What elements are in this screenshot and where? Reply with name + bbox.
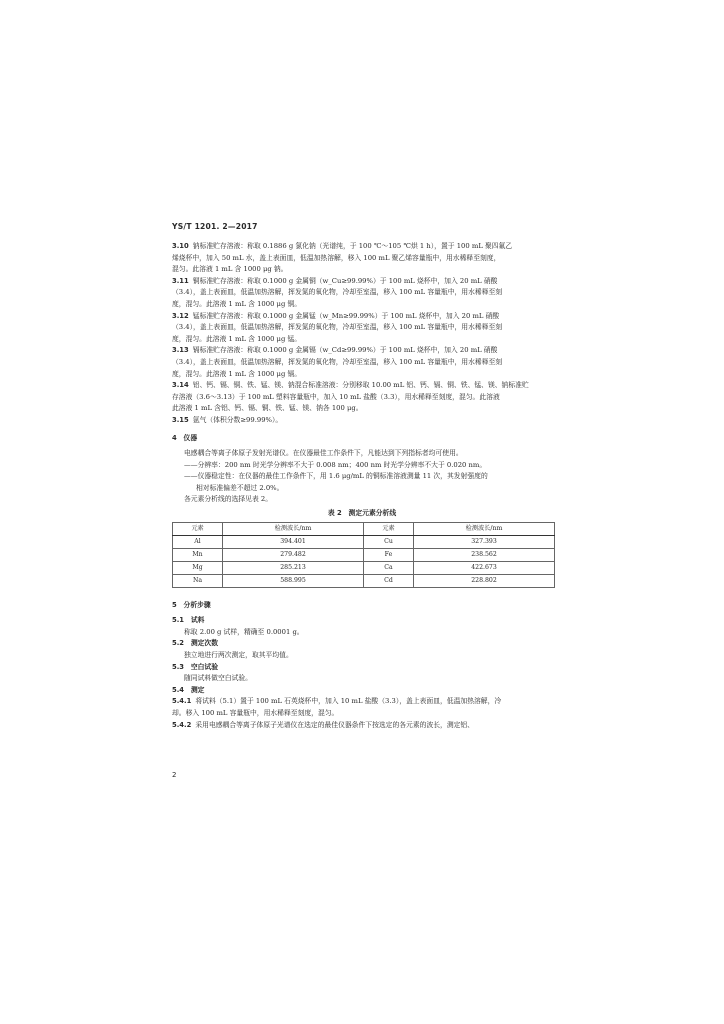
subsection-5-2-title: 5.2 测定次数 [172, 639, 219, 648]
clause-text: 烯烧杯中，加入 50 mL 水，盖上表面皿，低温加热溶解，移入 100 mL 聚乙烯容量瓶中，用水稀释至刻度， [172, 253, 501, 262]
subsection-5-1-text: 称取 2.00 g 试样，精确至 0.0001 g。 [184, 627, 304, 636]
clause-number: 3.10 [172, 242, 189, 250]
clause-text: 将试料（5.1）置于 100 mL 石英烧杯中，加入 10 mL 盐酸（3.3），盖上表面皿，低温加热溶解，冷 [195, 697, 502, 706]
reagent-3-14 [172, 380, 552, 415]
clause-text: 锰标准贮存溶液：称取 0.1000 g 金属锰（w_Mn≥99.99%）于 100 mL 烧杯中，加入 20 mL 硝酸 [192, 311, 500, 320]
clause-number: 3.15 [172, 415, 189, 424]
table-cell: 285.213 [223, 561, 364, 574]
table-cell: 422.673 [414, 561, 555, 574]
clause-text: （3.4），盖上表面皿，低温加热溶解，挥发氮的氧化物，冷却至室温，移入 100 mL 容量瓶中，用水稀释至刻 [172, 323, 503, 332]
clause-text: 镉标准贮存溶液：称取 0.1000 g 金属镉（w_Cd≥99.99%）于 100 mL 烧杯中，加入 20 mL 硝酸 [192, 346, 498, 355]
subsection-5-3-text: 随同试料做空白试验。 [184, 674, 252, 683]
clause-5-4-1 [172, 696, 552, 708]
table-cell: Al [173, 535, 223, 548]
page-number: 2 [172, 771, 177, 779]
clause-text: 度，混匀。此溶液 1 mL 含 1000 μg 锰。 [172, 334, 302, 343]
clause-number: 5.4.2 [172, 720, 192, 729]
table-cell: 588.995 [223, 574, 364, 587]
table-header-cell: 元素 [363, 522, 413, 535]
clause-text: 度，混匀。此溶液 1 mL 含 1000 μg 镉。 [172, 369, 302, 378]
clause-text: （3.4），盖上表面皿，低温加热溶解，挥发氮的氧化物，冷却至室温，移入 100 mL 容量瓶中，用水稀释至刻 [172, 357, 503, 366]
clause-number: 3.13 [172, 346, 189, 355]
table-cell: 279.482 [223, 548, 364, 561]
clause-number: 3.14 [172, 381, 189, 390]
clause-number: 5.4.1 [172, 697, 192, 706]
table-row [173, 574, 555, 587]
table-header-cell: 元素 [173, 522, 223, 535]
clause-text: 氩气（体积分数≥99.99%）。 [192, 415, 283, 424]
reagent-3-15 [172, 415, 552, 427]
table-cell: Na [173, 574, 223, 587]
reagent-3-10 [172, 241, 552, 276]
table-header-cell: 检测波长/nm [223, 522, 364, 535]
table-cell: Fe [363, 548, 413, 561]
table-cell: Cu [363, 535, 413, 548]
subsection-5-1-title: 5.1 试料 [172, 616, 205, 625]
clause-text: 却。移入 100 mL 容量瓶中，用水稀释至刻度，混匀。 [172, 709, 339, 717]
section-heading-analysis: 5 分析步骤 [172, 600, 211, 609]
instrument-stability-cont: 相对标准偏差不超过 2.0%。 [196, 483, 284, 492]
subsection-5-3-title: 5.3 空白试验 [172, 662, 219, 671]
instrument-intro: 电感耦合等离子体原子发射光谱仪。在仪器最佳工作条件下，凡能达到下列指标者均可使用。 [184, 449, 463, 458]
reagent-3-13 [172, 345, 552, 380]
clause-text: 铝、钙、镉、铜、铁、锰、镁、钠混合标准溶液：分别移取 10.00 mL 铝、钙、镉、铜、铁、锰、镁、钠标准贮 [192, 381, 529, 390]
clause-text: 铜标准贮存溶液：称取 0.1000 g 金属铜（w_Cu≥99.99%）于 100 mL 烧杯中，加入 20 mL 硝酸 [192, 276, 498, 285]
table-cell: Mn [173, 548, 223, 561]
subsection-5-2-text: 独立地进行两次测定，取其平均值。 [184, 651, 293, 660]
table-cell: 238.562 [414, 548, 555, 561]
clause-text: （3.4），盖上表面皿，低温加热溶解，挥发氮的氧化物，冷却至室温，移入 100 mL 容量瓶中，用水稀释至刻 [172, 288, 503, 297]
table-cell: Cd [363, 574, 413, 587]
clause-text: 存溶液（3.6～3.13）于 100 mL 塑料容量瓶中，加入 10 mL 盐酸（3.3），用水稀释至刻度，混匀。此溶液 [172, 392, 500, 401]
clause-text: 度，混匀。此溶液 1 mL 含 1000 μg 铜。 [172, 299, 302, 308]
table-cell: 228.802 [414, 574, 555, 587]
table-cell: 327.393 [414, 535, 555, 548]
subsection-5-4-title: 5.4 测定 [172, 685, 205, 694]
wavelength-table [172, 522, 555, 588]
reagent-3-12 [172, 311, 552, 346]
table-header-row [173, 522, 555, 535]
clause-number: 3.11 [172, 276, 189, 285]
reagent-3-11 [172, 276, 552, 311]
table-row [173, 561, 555, 574]
clause-number: 3.12 [172, 311, 189, 320]
instrument-stability: ——仪器稳定性：在仪器的最佳工作条件下，用 1.6 μg/mL 的铜标准溶液测量 11 次，其发射强度的 [184, 472, 488, 481]
table-cell: 394.401 [223, 535, 364, 548]
clause-text: 采用电感耦合等离子体原子光谱仪在选定的最佳仪器条件下按选定的各元素的波长，测定铝、 [195, 720, 475, 729]
document-body [172, 241, 552, 731]
table-caption: 表 2 测定元素分析线 [327, 509, 397, 518]
standard-code-header: YS/T 1201. 2—2017 [172, 222, 258, 231]
clause-text: 此溶液 1 mL 含铝、钙、镉、铜、铁、锰、镁、钠各 100 μg。 [172, 404, 363, 413]
table-cell: Mg [173, 561, 223, 574]
table-row [173, 535, 555, 548]
instrument-resolution: ——分辨率：200 nm 时光学分辨率不大于 0.008 nm；400 nm 时光学分辨率不大于 0.020 nm。 [184, 460, 487, 469]
clause-text: 混匀。此溶液 1 mL 含 1000 μg 钠。 [172, 265, 288, 274]
section-heading-instrument: 4 仪器 [172, 433, 198, 442]
table-reference: 各元素分析线的选择见表 2。 [184, 495, 273, 504]
clause-5-4-2 [172, 720, 552, 732]
table-cell: Ca [363, 561, 413, 574]
clause-text: 钠标准贮存溶液：称取 0.1886 g 氯化钠（光谱纯，于 100 ℃～105 ℃烘 1 h），置于 100 mL 聚四氟乙 [192, 242, 513, 250]
table-header-cell: 检测波长/nm [414, 522, 555, 535]
table-row [173, 548, 555, 561]
